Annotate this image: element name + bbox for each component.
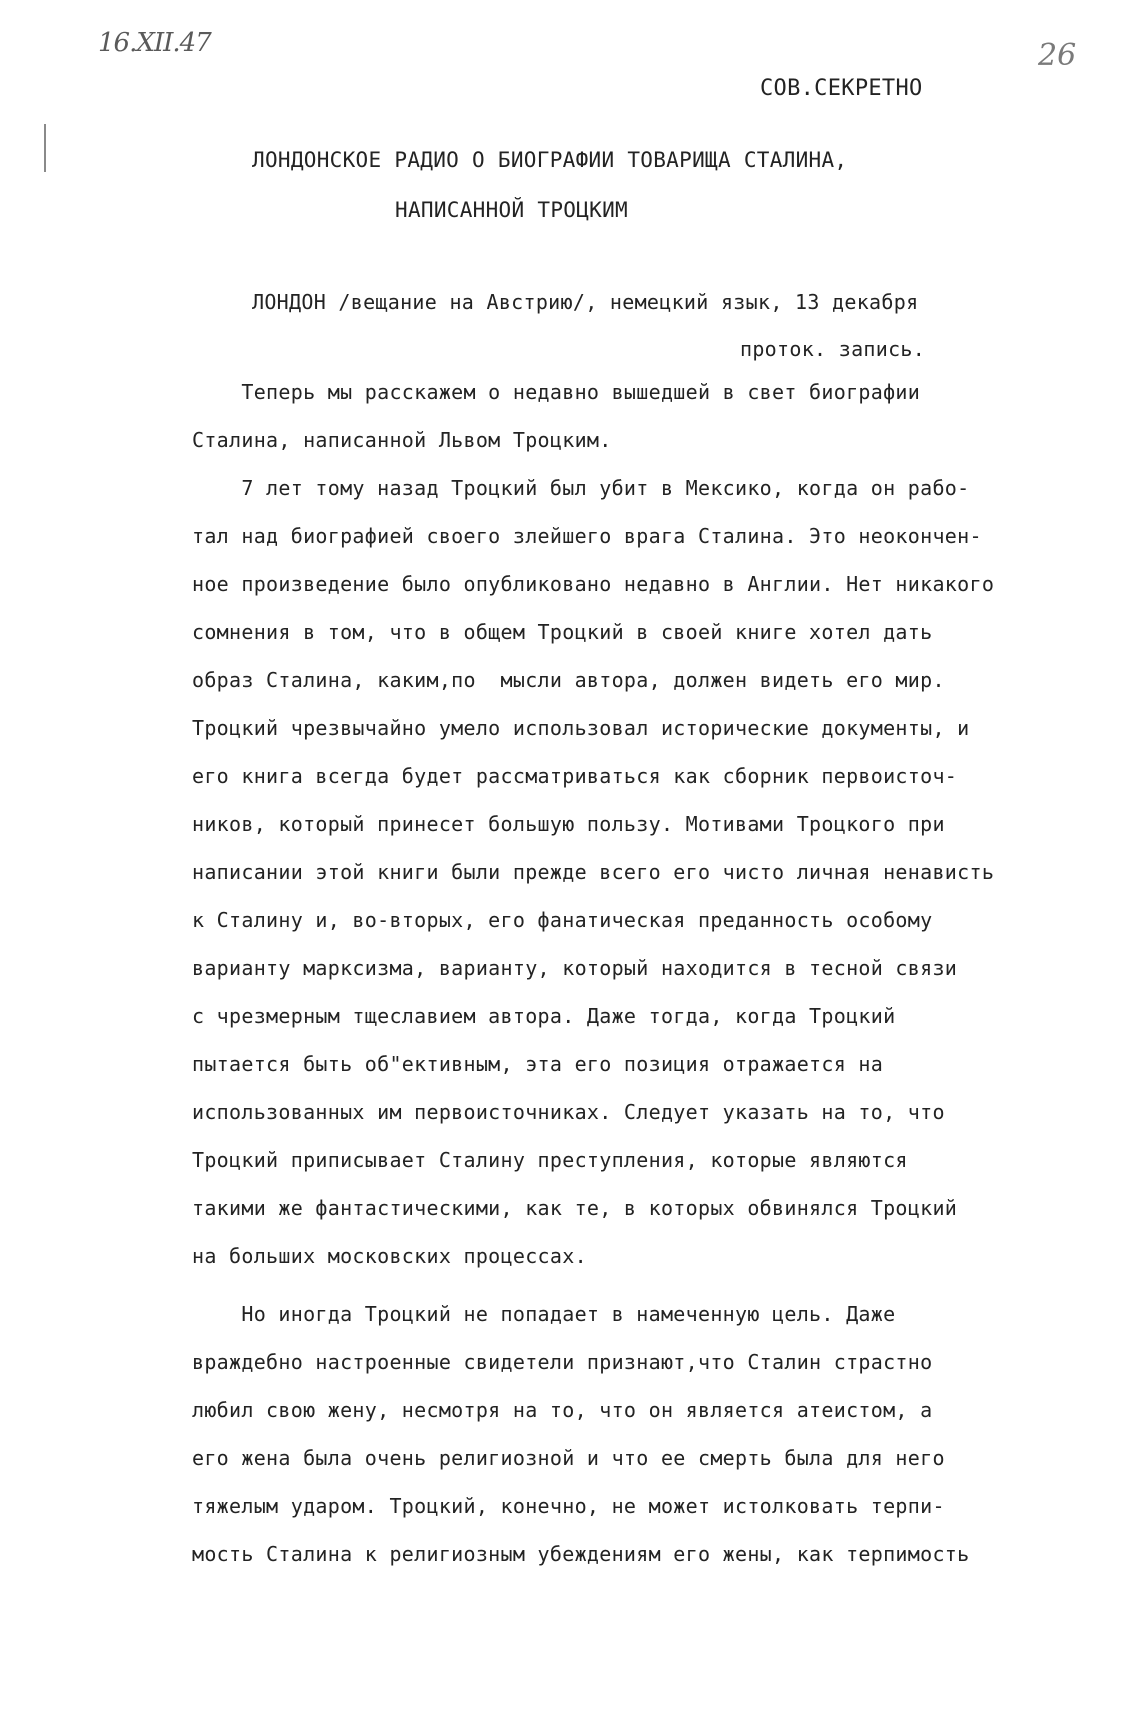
document-title-line: ЛОНДОНСКОЕ РАДИО О БИОГРАФИИ ТОВАРИЩА СТАЛИНА,	[252, 148, 848, 172]
body-line: к Сталину и, во-вторых, его фанатическая преданность особому	[192, 908, 933, 932]
body-line: его книга всегда будет рассматриваться как сборник первоисточ-	[192, 764, 958, 788]
source-note: проток. запись.	[740, 337, 926, 361]
body-line: тал над биографией своего злейшего врага Сталина. Это неокончен-	[192, 524, 982, 548]
body-line: мость Сталина к религиозным убеждениям его жены, как терпимость	[192, 1542, 970, 1566]
body-line: с чрезмерным тщеславием автора. Даже тогда, когда Троцкий	[192, 1004, 896, 1028]
body-line: сомнения в том, что в общем Троцкий в своей книге хотел дать	[192, 620, 933, 644]
body-line: любил свою жену, несмотря на то, что он является атеистом, а	[192, 1398, 933, 1422]
document-title-line: НАПИСАННОЙ ТРОЦКИМ	[395, 198, 628, 222]
body-line: ников, который принесет большую пользу. Мотивами Троцкого при	[192, 812, 945, 836]
body-line: Троцкий приписывает Сталину преступления, которые являются	[192, 1148, 908, 1172]
body-line: пытается быть об"ективным, эта его позиция отражается на	[192, 1052, 884, 1076]
margin-mark	[44, 124, 46, 172]
source-line: ЛОНДОН /вещание на Австрию/, немецкий язык, 13 декабря	[252, 290, 919, 314]
page-number: 26	[1038, 38, 1077, 73]
body-line: такими же фантастическими, как те, в которых обвинялся Троцкий	[192, 1196, 958, 1220]
body-line: Теперь мы расскажем о недавно вышедшей в свет биографии	[192, 380, 921, 404]
body-line: образ Сталина, каким,по мысли автора, должен видеть его мир.	[192, 668, 945, 692]
body-line: Сталина, написанной Львом Троцким.	[192, 428, 612, 452]
body-line: ное произведение было опубликовано недавно в Англии. Нет никакого	[192, 572, 995, 596]
body-line: 7 лет тому назад Троцкий был убит в Мексико, когда он рабо-	[192, 476, 970, 500]
classification-stamp: СОВ.СЕКРЕТНО	[760, 76, 923, 101]
body-line: тяжелым ударом. Троцкий, конечно, не может истолковать терпи-	[192, 1494, 945, 1518]
body-line: варианту марксизма, варианту, который находится в тесной связи	[192, 956, 958, 980]
handwritten-date: 16.XII.47	[98, 28, 211, 58]
body-line: Троцкий чрезвычайно умело использовал исторические документы, и	[192, 716, 970, 740]
body-line: на больших московских процессах.	[192, 1244, 587, 1268]
body-line: враждебно настроенные свидетели признают,что Сталин страстно	[192, 1350, 933, 1374]
body-line: его жена была очень религиозной и что ее смерть была для него	[192, 1446, 945, 1470]
body-line: использованных им первоисточниках. Следует указать на то, что	[192, 1100, 945, 1124]
body-line: Но иногда Троцкий не попадает в намеченную цель. Даже	[192, 1302, 896, 1326]
body-line: написании этой книги были прежде всего его чисто личная ненависть	[192, 860, 995, 884]
